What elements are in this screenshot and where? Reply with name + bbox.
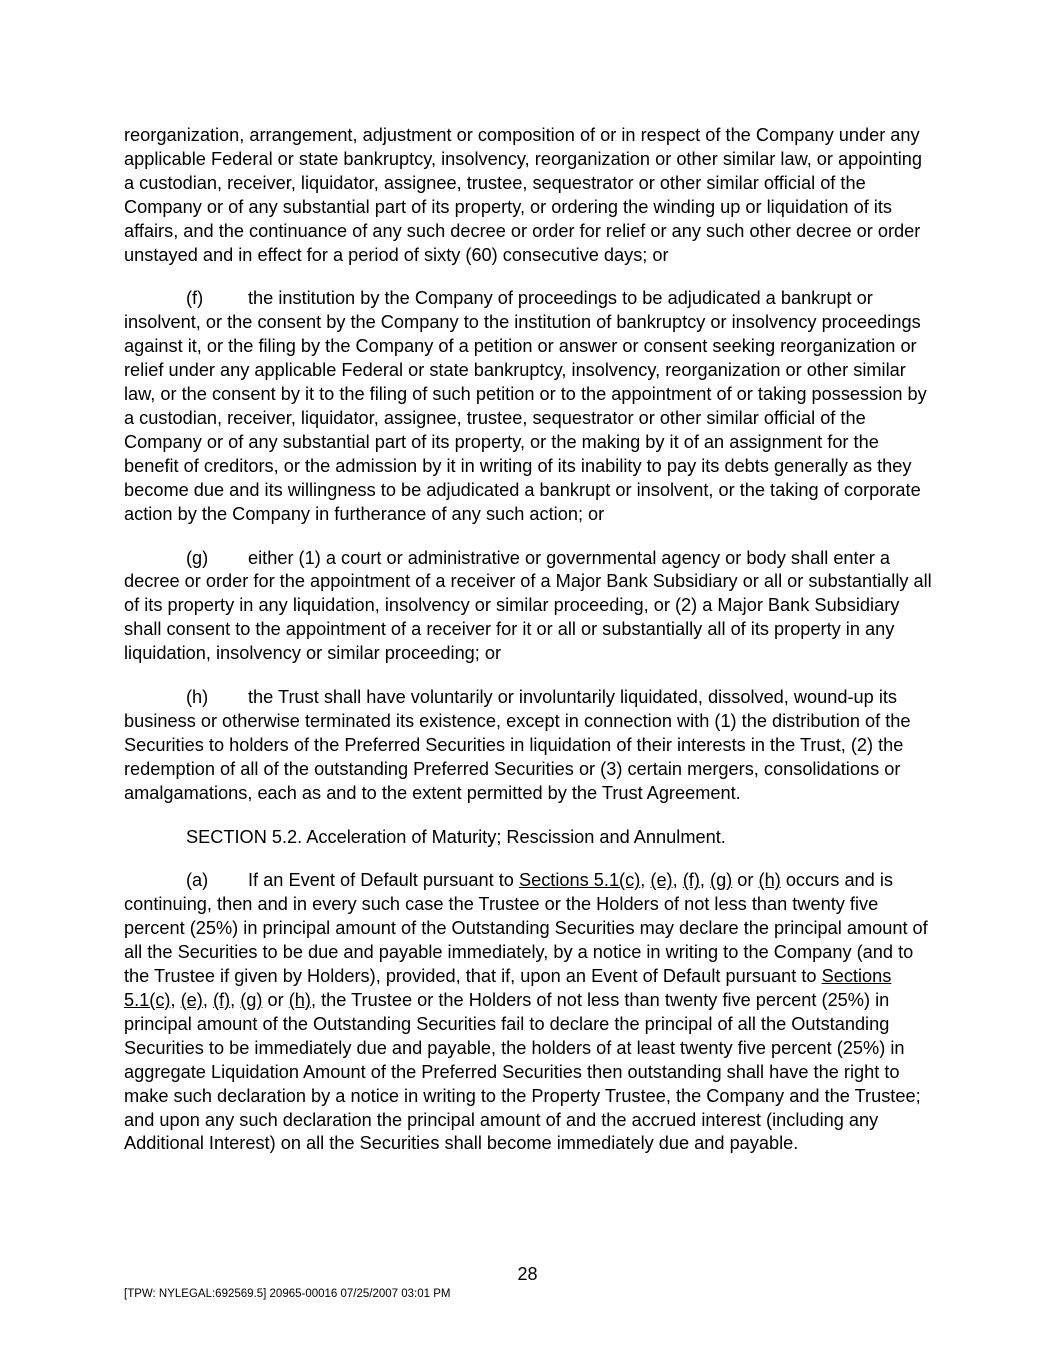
paragraph-g <box>124 547 936 667</box>
separator: or <box>262 990 289 1010</box>
section-ref-g: (g) <box>710 870 733 891</box>
paragraph-f-marker: (f) <box>186 288 204 309</box>
paragraph-a-text-3: , the Trustee or the Holders of not less than twenty five percent (25%) in principal amount of the Outstanding Securities fail to declare the principal of all the Outstanding Securities to be immediately due and payable, the holders of at least twenty five percent (25%) in aggregate Liquidation Amount of the Preferred Securities then outstanding shall have the right to make such declaration by a notice in writing to the Property Trustee, the Company and the Trustee; and upon any such declaration the principal amount of and the accrued interest (including any Additional Interest) on all the Securities shall become immediately due and payable. <box>124 990 921 1154</box>
paragraph-continuation: reorganization, arrangement, adjustment or composition of or in respect of the Company under any applicable Federal or state bankruptcy, insolvency, reorganization or other similar law, or appointing a custodian, receiver, liquidator, assignee, trustee, sequestrator or other similar official of the Company or of any substantial part of its property, or ordering the winding up or liquidation of its affairs, and the continuance of any such decree or order for relief or any such other decree or order unstayed and in effect for a period of sixty (60) consecutive days; or <box>124 125 922 265</box>
section-heading: SECTION 5.2. Acceleration of Maturity; Rescission and Annulment. <box>186 826 726 847</box>
separator: , <box>230 990 241 1010</box>
document-body <box>124 124 936 1176</box>
section-ref-link: Sections 5.1(c) <box>518 870 641 891</box>
separator: , <box>699 870 711 891</box>
page-number: 28 <box>517 1264 538 1284</box>
paragraph-h-text: the Trust shall have voluntarily or involuntarily liquidated, dissolved, wound-up its business or otherwise terminated its existence, except in connection with (1) the distribution of the Securities to holders of the Preferred Securities in liquidation of their interests in the Trust, (2) the redemption of all of the outstanding Preferred Securities or (3) certain mergers, consolidations or amalgamations, each as and to the extent permitted by the Trust Agreement. <box>124 687 911 803</box>
section-ref-f: (f) <box>212 990 231 1010</box>
separator: , <box>202 990 213 1010</box>
separator: , <box>640 870 651 891</box>
section-ref-h: (h) <box>758 870 781 891</box>
section-ref-link: Sections 5.1(c) <box>124 966 892 1010</box>
footer-reference: [TPW: NYLEGAL:692569.5] 20965-00016 07/25/2007 03:01 PM <box>124 1288 451 1300</box>
separator: or <box>732 870 759 891</box>
section-ref-e: (e) <box>180 990 203 1010</box>
paragraph-g-marker: (g) <box>186 547 209 568</box>
paragraph-f-text: the institution by the Company of proceedings to be adjudicated a bankrupt or insolvent, or the consent by the Company to the institution of bankruptcy or insolvency proceedings against it, or the filing by the Company of a petition or answer or consent seeking reorganization or relief under any applicable Federal or state bankruptcy, insolvency, reorganization or other similar law, or the consent by it to the filing of such petition or to the appointment of or taking possession by a custodian, receiver, liquidator, assignee, trustee, sequestrator or other similar official of the Company or of any substantial part of its property, or the making by it of an assignment for the benefit of creditors, or the admission by it in writing of its inability to pay its debts generally as they become due and its willingness to be adjudicated a bankrupt or insolvent, or the taking of corporate action by the Company in furtherance of any such action; or <box>124 288 927 524</box>
paragraph-a-marker: (a) <box>186 870 209 891</box>
paragraph-f <box>124 287 936 526</box>
separator: , <box>672 870 683 891</box>
section-ref-h: (h) <box>288 990 311 1010</box>
separator: , <box>170 990 181 1010</box>
section-ref-g: (g) <box>240 990 263 1010</box>
paragraph-a <box>124 869 936 1156</box>
paragraph-g-text: either (1) a court or administrative or governmental agency or body shall enter a decree or order for the appointment of a receiver of a Major Bank Subsidiary or all or substantially all of its property in any liquidation, insolvency or similar proceeding, or (2) a Major Bank Subsidiary shall consent to the appointment of a receiver for it or all or substantially all of its property in any liquidation, insolvency or similar proceeding; or <box>124 547 932 664</box>
paragraph-a-text-2: occurs and is continuing, then and in every such case the Trustee or the Holders of not less than twenty five percent (25%) in principal amount of the Outstanding Securities may declare the principal amount of all the Securities to be due and payable immediately, by a notice in writing to the Company (and to the Trustee if given by Holders), provided, that if, upon an Event of Default pursuant to <box>124 870 928 987</box>
section-ref-f: (f) <box>682 870 700 891</box>
paragraph-h-marker: (h) <box>186 687 209 708</box>
paragraph-a-text-1: If an Event of Default pursuant to <box>248 870 519 891</box>
section-ref-e: (e) <box>650 870 673 891</box>
paragraph-h <box>124 686 936 806</box>
